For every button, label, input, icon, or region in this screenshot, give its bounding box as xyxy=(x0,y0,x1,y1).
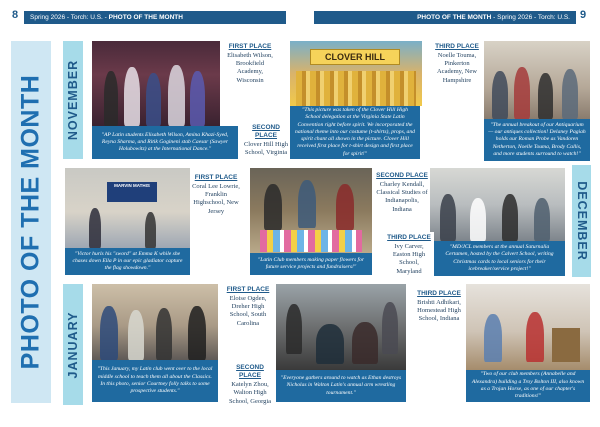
header-bar-right xyxy=(314,11,576,24)
month-band-december xyxy=(572,165,591,277)
place-winner: Noelle Touma, Pinkerton Academy, New Hampshire xyxy=(436,52,477,84)
place-november-first xyxy=(222,41,278,85)
photo-november-third xyxy=(484,41,590,119)
photo-december-second xyxy=(250,168,372,253)
caption-january-third: "Two of our club members (Annabelle and Alexandra) building a Troy Bolton III, also known as a Trojan Horse, as one of our chapter's traditions!" xyxy=(466,370,590,402)
place-heading: FIRST PLACE xyxy=(228,43,272,50)
month-label-december: DECEMBER xyxy=(574,181,589,261)
place-january-third xyxy=(412,288,466,328)
place-heading: FIRST PLACE xyxy=(226,286,270,293)
month-band-november xyxy=(63,41,83,159)
place-november-second xyxy=(240,122,292,156)
place-winner: Elisabeth Wilson, Brookfield Academy, Wisconsin xyxy=(227,52,273,84)
photo-november-second xyxy=(290,41,422,106)
month-label-november: NOVEMBER xyxy=(66,59,80,141)
photo-sign-text: CLOVER HILL xyxy=(310,49,400,65)
place-heading: FIRST PLACE xyxy=(194,174,238,181)
place-winner: Ivy Carver, Easton High School, Maryland xyxy=(392,243,426,275)
place-winner: Clover Hill High School, Virginia xyxy=(243,141,289,157)
place-winner: Coral Lee Lowrie, Franklin Highschool, New Jersey xyxy=(192,183,240,215)
caption-november-second: "This picture was taken of the Clover Hill High School delegation at the Virginia State Latin Convention right before spirit. We incorporated the national theme into our costume (t-shirts), props, and spirit chant all shown in the picture. Clover Hill received first place for t-shirt design and first place for spirit!" xyxy=(290,106,420,159)
place-november-third xyxy=(430,41,484,85)
place-heading: SECOND PLACE xyxy=(236,364,264,380)
photo-january-second xyxy=(276,284,406,370)
place-heading: THIRD PLACE xyxy=(387,234,431,241)
photo-november-first xyxy=(92,41,220,126)
month-band-january xyxy=(63,284,83,405)
photo-january-third xyxy=(466,284,590,370)
caption-december-first: "Victor hurls his "sword" at Emma K while she chases down Ella P in our epic gladiator capture the flag showdown." xyxy=(65,248,190,275)
caption-december-third: "MD/JCL members at the annual Saturnalia Certamen, hosted by the Calvert School, writing Christmas cards to local seniors for their icebreaker/service project!" xyxy=(434,241,565,276)
page-number-right: 9 xyxy=(580,9,587,21)
place-winner: Brishti Adhikari, Homestead High School, Indiana xyxy=(417,299,461,323)
place-december-second xyxy=(374,170,430,213)
caption-december-second: "Latin Club members making paper flowers for future service projects and fundraisers!" xyxy=(250,253,372,275)
place-january-first xyxy=(222,284,274,330)
place-winner: Charley Kendall, Classical Studies of Indianapolis, Indiana xyxy=(376,181,428,213)
header-bar-left xyxy=(24,11,286,24)
caption-november-first: "AP Latin students Elisabeth Wilson, Amina Khazi-Syed, Reyna Sharma, and Ritik Gogineni stab Caesar (Sawyer Holubowitz) at the International Dance." xyxy=(92,126,238,159)
place-winner: Eloise Ogden, Dreher High School, South Carolina xyxy=(229,295,267,327)
photo-banner-text: MARVIN MATHIS xyxy=(107,182,157,202)
place-heading: SECOND PLACE xyxy=(252,124,280,140)
caption-january-first: "This January, my Latin club went over to the local middle school to teach them all about the Classics. In this photo, senior Courtney folly talks to some prospective students." xyxy=(92,360,218,402)
photo-january-first xyxy=(92,284,218,360)
place-january-second xyxy=(224,362,276,405)
spread-title: PHOTO OF THE MONTH xyxy=(16,74,45,370)
place-winner: Katelyn Zhou, Walton High School, Georgia xyxy=(228,381,272,405)
header-issue-right: - Spring 2026 - Torch: U.S. xyxy=(493,14,570,21)
month-label-january: JANUARY xyxy=(66,311,80,378)
photo-december-third xyxy=(430,168,565,241)
photo-december-first xyxy=(65,168,190,248)
caption-january-second: "Everyone gathers around to watch as Ethan destroys Nicholas in Walton Latin's annual arm wrestling tournament." xyxy=(276,370,406,402)
place-december-first xyxy=(190,172,242,214)
header-issue-left: Spring 2026 - Torch: U.S. - xyxy=(30,14,107,21)
header-section-left: PHOTO OF THE MONTH xyxy=(108,14,183,21)
place-heading: THIRD PLACE xyxy=(417,290,461,297)
place-heading: THIRD PLACE xyxy=(435,43,479,50)
place-heading: SECOND PLACE xyxy=(376,172,428,179)
caption-november-third: "The annual breakout of our Antiquarium— our antiques collection! Delaney Pagiah holds our Roman Probe as Vandoren Netherton, Noelle Touma, Brody Callis, and more students surround to watch!" xyxy=(484,119,590,161)
page-number-left: 8 xyxy=(12,9,19,21)
place-december-third xyxy=(384,232,434,274)
header-section-right: PHOTO OF THE MONTH xyxy=(417,14,492,21)
